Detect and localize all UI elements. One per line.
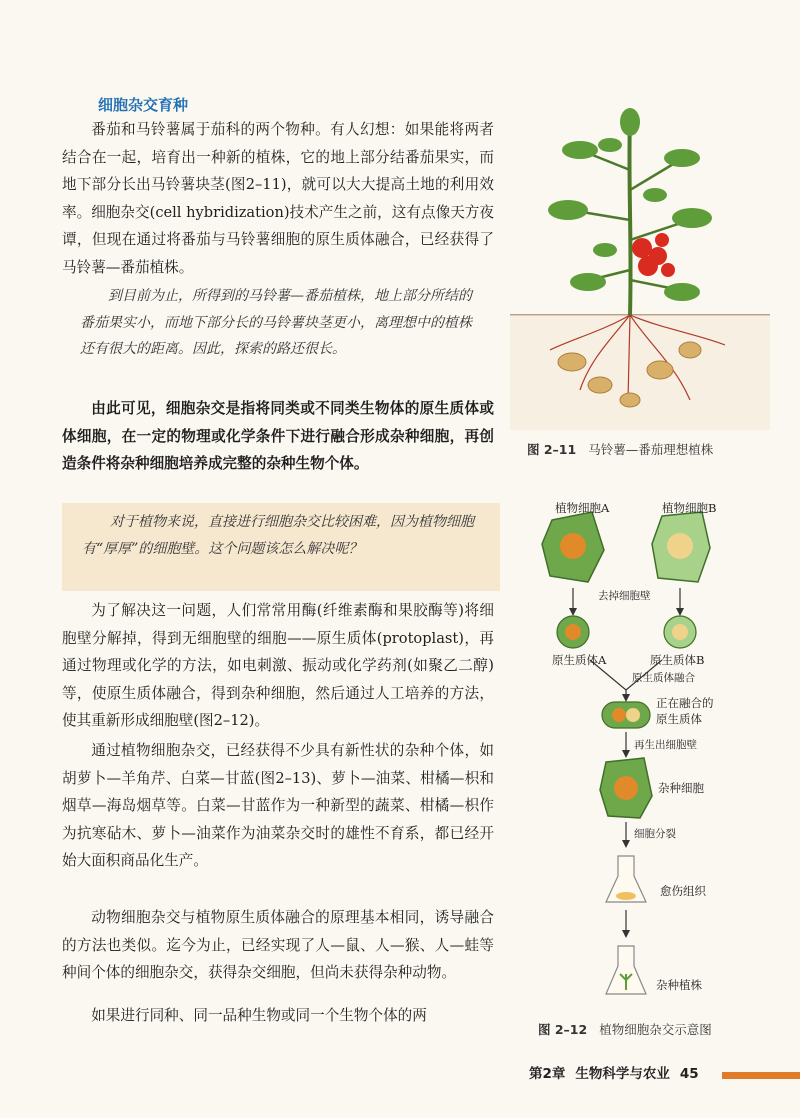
label-cell-division: 细胞分裂 — [634, 828, 676, 840]
fusing-nucleus-b — [626, 708, 640, 722]
fusing-nucleus-a — [612, 708, 626, 722]
note-question: 对于植物来说，直接进行细胞杂交比较困难，因为植物细胞有“厚厚”的细胞壁。这个问题该怎么解决呢？ — [82, 514, 474, 557]
label-plant-cell-a: 植物细胞A — [555, 501, 610, 515]
paragraph-animal: 动物细胞杂交与植物原生质体融合的原理基本相同，诱导融合的方法也类似。迄今为止，已经实现了人—鼠、人—猴、人—蛙等种间个体的细胞杂交，获得杂交细胞，但尚未获得杂种动物。 — [62, 909, 494, 982]
protoplast-a-nucleus — [565, 624, 581, 640]
paragraph-method: 为了解决这一问题，人们常常用酶(纤维素酶和果胶酶等)将细胞壁分解掉，得到无细胞壁的细胞——原生质体(protoplast)，再通过物理或化学的方法，如电刺激、振动或化学药剂(如聚乙二醇)等，使原生质体融合，得到杂种细胞，然后通过人工培养的方法，使其重新形成细胞壁(图2–12)。 — [62, 602, 494, 730]
paragraph-continued: 如果进行同种、同一品种生物或同一个生物个体的两 — [91, 1007, 427, 1024]
paragraph-intro: 番茄和马铃薯属于茄科的两个物种。有人幻想：如果能将两者结合在一起，培育出一种新的植株，它的地上部分结番茄果实，而地下部分长出马铃薯块茎(图2–11)，就可以大大提高土地的利用效率。细胞杂交(cell hybridization)技术产生之前，这有点像天方夜谭，但现在通过将番茄与马铃薯细胞的原生质体融合，已经获得了马铃薯—番茄植株。 — [62, 121, 494, 276]
label-callus: 愈伤组织 — [660, 884, 706, 898]
protoplast-b-nucleus — [672, 624, 688, 640]
label-protoplast-b: 原生质体B — [650, 653, 705, 667]
label-fusing-1: 正在融合的 — [656, 696, 714, 710]
figure-2-12-caption — [538, 1020, 712, 1038]
label-fusing-2: 原生质体 — [656, 712, 702, 726]
label-protoplast-fusion: 原生质体融合 — [632, 672, 695, 684]
label-remove-cell-wall: 去掉细胞壁 — [598, 590, 651, 602]
figure-2-12-number: 图 2–12 — [538, 1022, 588, 1037]
label-protoplast-a: 原生质体A — [552, 653, 607, 667]
label-plant-cell-b: 植物细胞B — [662, 501, 717, 515]
label-regrow-cell-wall: 再生出细胞壁 — [634, 739, 697, 751]
cell-hybridization-diagram — [540, 500, 750, 1010]
paragraph-examples: 通过植物细胞杂交，已经获得不少具有新性状的杂种个体，如胡萝卜—羊角芹、白菜—甘蓝(图2–13)、萝卜—油菜、柑橘—枳和烟草—海岛烟草等。白菜—甘蓝作为一种新型的蔬菜、柑橘—枳作为抗寒砧木、萝卜—油菜作为油菜杂交时的雄性不育系，都已经开始大面积商品化生产。 — [62, 742, 494, 870]
footer-chapter: 第2章 — [529, 1066, 566, 1082]
figure-2-12-title: 植物细胞杂交示意图 — [599, 1022, 712, 1037]
footer-accent-strip — [722, 1072, 800, 1079]
section-title: 细胞杂交育种 — [98, 96, 189, 114]
plant-cell-a-nucleus — [560, 533, 586, 559]
label-hybrid-cell: 杂种细胞 — [658, 781, 704, 795]
tomato-potato-plant-illustration — [510, 100, 770, 430]
figure-2-11-number: 图 2–11 — [527, 442, 577, 457]
hybrid-cell-nucleus — [614, 776, 638, 800]
paragraph-definition: 由此可见，细胞杂交是指将同类或不同类生物体的原生质体或体细胞，在一定的物理或化学条件下进行融合形成杂种细胞，再创造条件将杂种细胞培养成完整的杂种生物个体。 — [62, 400, 494, 473]
note-current-status: 到目前为止，所得到的马铃薯—番茄植株，地上部分所结的番茄果实小，而地下部分长的马铃薯块茎更小，离理想中的植株还有很大的距离。因此，探索的路还很长。 — [80, 288, 472, 357]
figure-2-11-caption — [527, 440, 713, 458]
label-hybrid-plant: 杂种植株 — [656, 978, 702, 992]
figure-2-11-title: 马铃薯—番茄理想植株 — [588, 442, 714, 457]
footer-page-number: 45 — [679, 1066, 699, 1082]
callus-tissue — [616, 892, 636, 900]
plant-cell-b-nucleus — [667, 533, 693, 559]
footer-chapter-title: 生物科学与农业 — [575, 1066, 670, 1082]
page-footer — [529, 1062, 709, 1082]
